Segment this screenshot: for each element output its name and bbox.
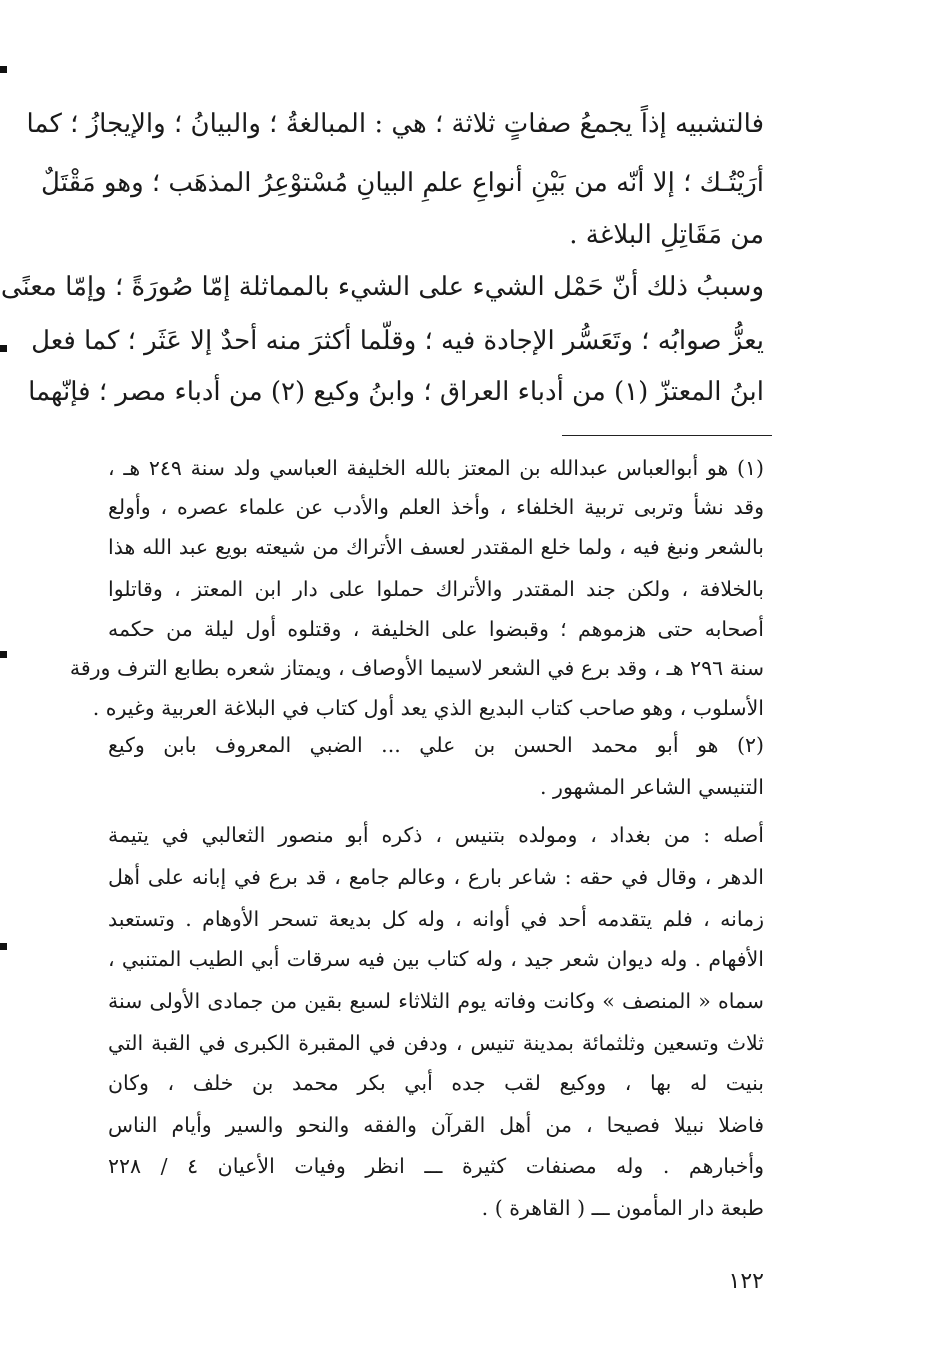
footnote-line: الأفهام . وله ديوان شعر جيد ، وله كتاب بين فيه سرقات أبي الطيب المتنبي ، (108, 947, 764, 971)
footnote-divider (562, 435, 772, 436)
main-text-line: وسببُ ذلك أنّ حَمْل الشيء على الشيء بالمماثلة إمّا صُورَةً ؛ وإمّا معنًى (0, 272, 764, 302)
footnote-line: بالخلافة ، ولكن جند المقتدر والأتراك حملوا على دار ابن المعتز ، وقاتلوا (108, 577, 764, 601)
main-text-line: يعزُّ صوابُه ؛ وتَعَسُّر الإجادة فيه ؛ وقلّما أكثرَ منه أحدٌ إلا عَثَر ؛ كما فعل (31, 326, 764, 356)
page-number: ١٢٢ (728, 1269, 764, 1294)
margin-mark (0, 943, 7, 950)
main-text-line: من مَقَاتِلِ البلاغة . (569, 220, 764, 250)
footnote-line: وقد نشأ وتربى تربية الخلفاء ، وأخذ العلم والأدب عن علماء عصره ، وأولع (108, 495, 764, 519)
footnote-line: فاضلا نبيلا فصيحا ، من أهل القرآن والفقه والنحو والسير وأيام الناس (108, 1113, 764, 1137)
footnote-line: الأسلوب ، وهو صاحب كتاب البديع الذي يعد أول كتاب في البلاغة العربية وغيره . (92, 696, 764, 720)
footnote-line: طبعة دار المأمون ـــ ( القاهرة ) . (481, 1196, 764, 1220)
margin-mark (0, 651, 7, 658)
main-text-line: فالتشبيه إذاً يجمعُ صفاتٍ ثلاثة ؛ هي : المبالغةُ ؛ والبيانُ ؛ والإيجازُ ؛ كما (26, 109, 764, 139)
footnote-line: أصحابه حتى هزموهم ؛ وقبضوا على الخليفة ، وقتلوه أول ليلة من حكمه (108, 617, 764, 641)
footnote-line: سماه « المنصف » وكانت وفاته يوم الثلاثاء لسبع بقين من جمادى الأولى سنة (108, 989, 764, 1013)
footnote-line: بنيت له بها ، ووكيع لقب جده أبي بكر محمد بن خلف ، وكان (108, 1071, 764, 1095)
footnote-line: أصله : من بغداد ، ومولده بتنيس ، ذكره أبو منصور الثعالبي في يتيمة (108, 823, 764, 847)
footnote-line: الدهر ، وقال في حقه : شاعر بارع ، وعالم جامع ، قد برع في إبانه على أهل (108, 865, 764, 889)
main-text-line: ابنُ المعتزّ (١) من أدباء العراق ؛ وابنُ وكيع (٢) من أدباء مصر ؛ فإنّهما (28, 377, 764, 407)
footnote-line: وأخبارهم . وله مصنفات كثيرة ـــ انظر وفيات الأعيان ٤ / ٢٢٨ (108, 1154, 764, 1178)
footnote-line: سنة ٢٩٦ هـ ، وقد برع في الشعر لاسيما الأوصاف ، ويمتاز شعره بطابع الترف ورقة (69, 656, 764, 680)
margin-mark (0, 66, 7, 73)
footnote-line: زمانه ، فلم يتقدمه أحد في أوانه ، وله كل بديعة تسحر الأوهام . وتستعبد (108, 907, 764, 931)
margin-mark (0, 345, 7, 352)
footnote-line: بالشعر ونبغ فيه ، ولما خلع المقتدر لعسف الأتراك من شيعته بويع عبد الله هذا (108, 535, 764, 559)
footnote-line: ثلاث وتسعين وثلثمائة بمدينة تنيس ، ودفن في المقبرة الكبرى في القبة التي (108, 1031, 764, 1055)
footnote-line: (١) هو أبوالعباس عبدالله بن المعتز بالله الخليفة العباسي ولد سنة ٢٤٩ هـ ، (108, 456, 764, 480)
main-text-line: أرَيْتُـك ؛ إلا أنّه من بَيْنِ أنواعِ علمِ البيانِ مُسْتوْعِرُ المذهَب ؛ وهو مَقْتَلٌ (41, 168, 764, 198)
footnote-line: التنيسي الشاعر المشهور . (540, 775, 764, 799)
footnote-line: (٢) هو أبو محمد الحسن بن علي ... الضبي المعروف بابن وكيع (108, 733, 764, 757)
